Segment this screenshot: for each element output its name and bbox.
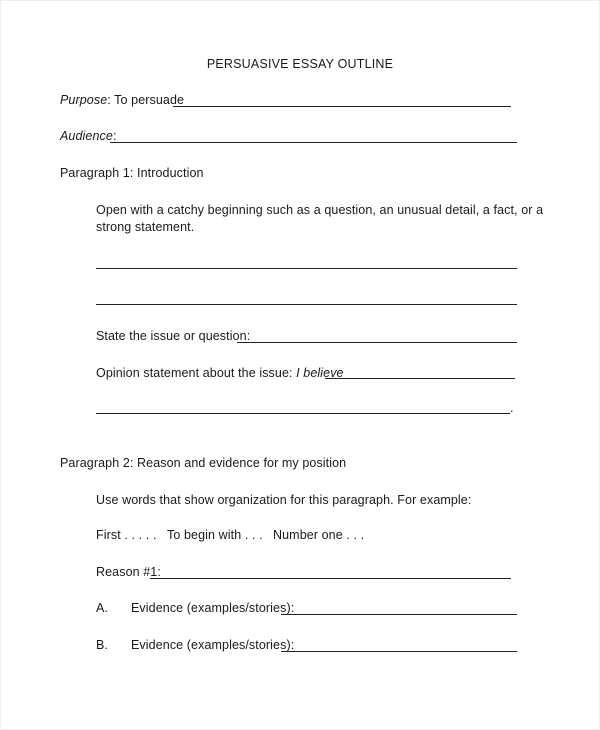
evidence-a-label: Evidence (examples/stories):: [131, 601, 295, 615]
reason-1-blank[interactable]: [150, 578, 511, 579]
purpose-blank[interactable]: [173, 106, 511, 107]
paragraph-1-instruction-line-2: strong statement.: [96, 220, 195, 234]
issue-blank[interactable]: [237, 342, 517, 343]
example-number-one: Number one . . .: [273, 528, 365, 542]
evidence-a-blank[interactable]: [281, 614, 517, 615]
purpose-text: : To persuade: [107, 93, 185, 107]
intro-answer-line-2[interactable]: [96, 304, 517, 305]
document-title: PERSUASIVE ESSAY OUTLINE: [206, 57, 394, 71]
opinion-italic: I believe: [296, 366, 344, 380]
opinion-label: Opinion statement about the issue:: [96, 366, 293, 380]
evidence-b-letter: B.: [96, 638, 109, 652]
opinion-line: [96, 365, 344, 381]
evidence-a-letter: A.: [96, 601, 109, 615]
opinion-continuation-blank[interactable]: [96, 413, 510, 414]
reason-1-label: Reason #1:: [96, 565, 161, 579]
paragraph-1-heading: Paragraph 1: Introduction: [60, 166, 204, 180]
opinion-period: .: [510, 401, 514, 415]
purpose-label: Purpose: [60, 93, 108, 107]
intro-answer-line-1[interactable]: [96, 268, 517, 269]
audience-blank[interactable]: [110, 142, 517, 143]
audience-line: [60, 128, 117, 144]
evidence-b-label: Evidence (examples/stories):: [131, 638, 295, 652]
issue-label: State the issue or question:: [96, 329, 251, 343]
paragraph-2-instruction: Use words that show organization for this paragraph. For example:: [96, 493, 472, 507]
paragraph-1-instruction-line-1: Open with a catchy beginning such as a question, an unusual detail, a fact, or a: [96, 203, 544, 217]
purpose-line: [60, 92, 184, 108]
opinion-blank[interactable]: [325, 378, 515, 379]
example-to-begin-with: To begin with . . .: [167, 528, 263, 542]
example-first: First . . . . .: [96, 528, 157, 542]
audience-label: Audience: [60, 129, 113, 143]
evidence-b-blank[interactable]: [281, 651, 517, 652]
audience-text: :: [112, 129, 117, 143]
paragraph-2-heading: Paragraph 2: Reason and evidence for my position: [60, 456, 347, 470]
